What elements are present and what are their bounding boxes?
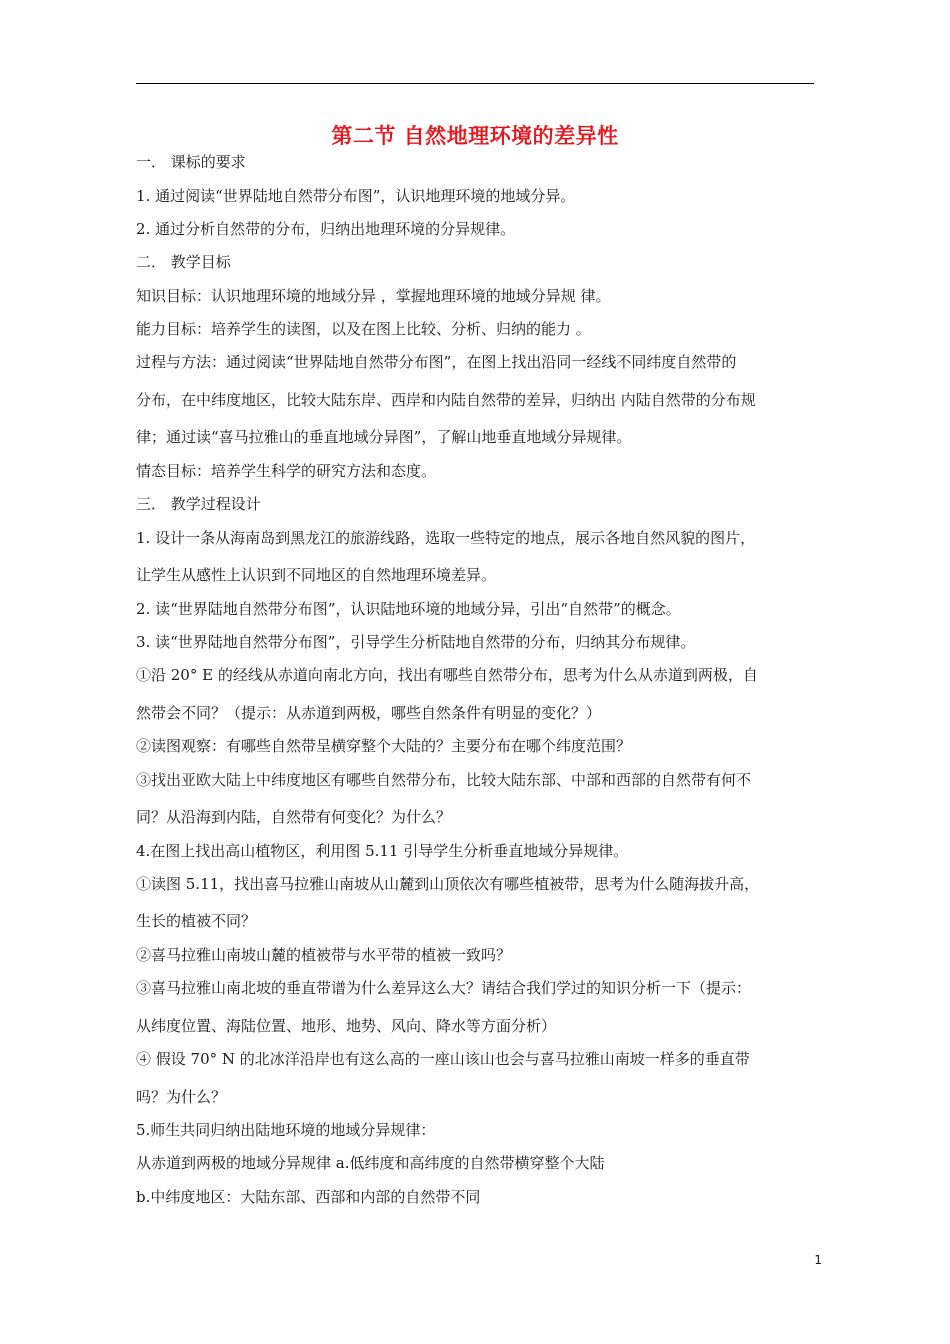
paragraph-line: 同？从沿海到内陆，自然带有何变化？为什么？ bbox=[136, 808, 452, 826]
paragraph-line: ②喜马拉雅山南坡山麓的植被带与水平带的植被一致吗？ bbox=[136, 946, 512, 964]
paragraph-line: ③喜马拉雅山南北坡的垂直带谱为什么差异这么大？请结合我们学过的知识分析一下（提示： bbox=[136, 979, 752, 997]
paragraph-line: 生长的植被不同？ bbox=[136, 912, 257, 930]
paragraph-line: 1. 设计一条从海南岛到黑龙江的旅游线路，选取一些特定的地点，展示各地自然风貌的图片， bbox=[136, 529, 756, 547]
section-heading-1: 一． 课标的要求 bbox=[136, 153, 246, 171]
paragraph-line: 知识目标：认识地理环境的地域分异 ，掌握地理环境的地域分异规 律。 bbox=[136, 287, 611, 305]
paragraph-line: b.中纬度地区：大陆东部、西部和内部的自然带不同 bbox=[136, 1188, 481, 1206]
header-rule bbox=[136, 83, 814, 84]
paragraph-line: 1. 通过阅读“世界陆地自然带分布图”，认识地理环境的地域分异。 bbox=[136, 187, 576, 205]
paragraph-line: ③找出亚欧大陆上中纬度地区有哪些自然带分布，比较大陆东部、中部和西部的自然带有何不 bbox=[136, 771, 752, 789]
paragraph-line: 让学生从感性上认识到不同地区的自然地理环境差异。 bbox=[136, 566, 497, 584]
paragraph-line: 然带会不同？（提示：从赤道到两极，哪些自然条件有明显的变化？） bbox=[136, 704, 602, 722]
paragraph-line: 过程与方法：通过阅读“世界陆地自然带分布图”，在图上找出沿同一经线不同纬度自然带的 bbox=[136, 353, 737, 371]
paragraph-line: 2. 通过分析自然带的分布，归纳出地理环境的分异规律。 bbox=[136, 220, 516, 238]
paragraph-line: 从赤道到两极的地域分异规律 a.低纬度和高纬度的自然带横穿整个大陆 bbox=[136, 1154, 605, 1172]
paragraph-line: ④ 假设 70° N 的北冰洋沿岸也有这么高的一座山该山也会与喜马拉雅山南坡一样多的垂直带 bbox=[136, 1050, 750, 1068]
paragraph-line: 从纬度位置、海陆位置、地形、地势、风向、降水等方面分析） bbox=[136, 1017, 557, 1035]
section-heading-3: 三． 教学过程设计 bbox=[136, 495, 261, 513]
page-number: 1 bbox=[814, 1253, 822, 1267]
paragraph-line: 5.师生共同归纳出陆地环境的地域分异规律： bbox=[136, 1121, 436, 1139]
paragraph-line: 律；通过读“喜马拉雅山的垂直地域分异图”，了解山地垂直地域分异规律。 bbox=[136, 428, 632, 446]
paragraph-line: ①读图 5.11，找出喜马拉雅山南坡从山麓到山顶依次有哪些植被带，思考为什么随海拔升高， bbox=[136, 875, 760, 893]
paragraph-line: 4.在图上找出高山植物区，利用图 5.11 引导学生分析垂直地域分异规律。 bbox=[136, 842, 629, 860]
document-title: 第二节 自然地理环境的差异性 bbox=[331, 124, 619, 148]
paragraph-line: ②读图观察：有哪些自然带呈横穿整个大陆的？主要分布在哪个纬度范围？ bbox=[136, 737, 632, 755]
paragraph-line: 能力目标：培养学生的读图，以及在图上比较、分析、归纳的能力 。 bbox=[136, 320, 591, 338]
paragraph-line: 情态目标：培养学生科学的研究方法和态度。 bbox=[136, 462, 437, 480]
paragraph-line: 吗？为什么？ bbox=[136, 1088, 227, 1106]
paragraph-line: 分布，在中纬度地区，比较大陆东岸、西岸和内陆自然带的差异，归纳出 内陆自然带的分布规 bbox=[136, 391, 756, 409]
paragraph-line: ①沿 20° E 的经线从赤道向南北方向，找出有哪些自然带分布，思考为什么从赤道到两极，自 bbox=[136, 666, 758, 684]
paragraph-line: 2. 读“世界陆地自然带分布图”，认识陆地环境的地域分异，引出“自然带”的概念。 bbox=[136, 600, 681, 618]
paragraph-line: 3. 读“世界陆地自然带分布图”，引导学生分析陆地自然带的分布，归纳其分布规律。 bbox=[136, 633, 696, 651]
section-heading-2: 二． 教学目标 bbox=[136, 253, 231, 271]
